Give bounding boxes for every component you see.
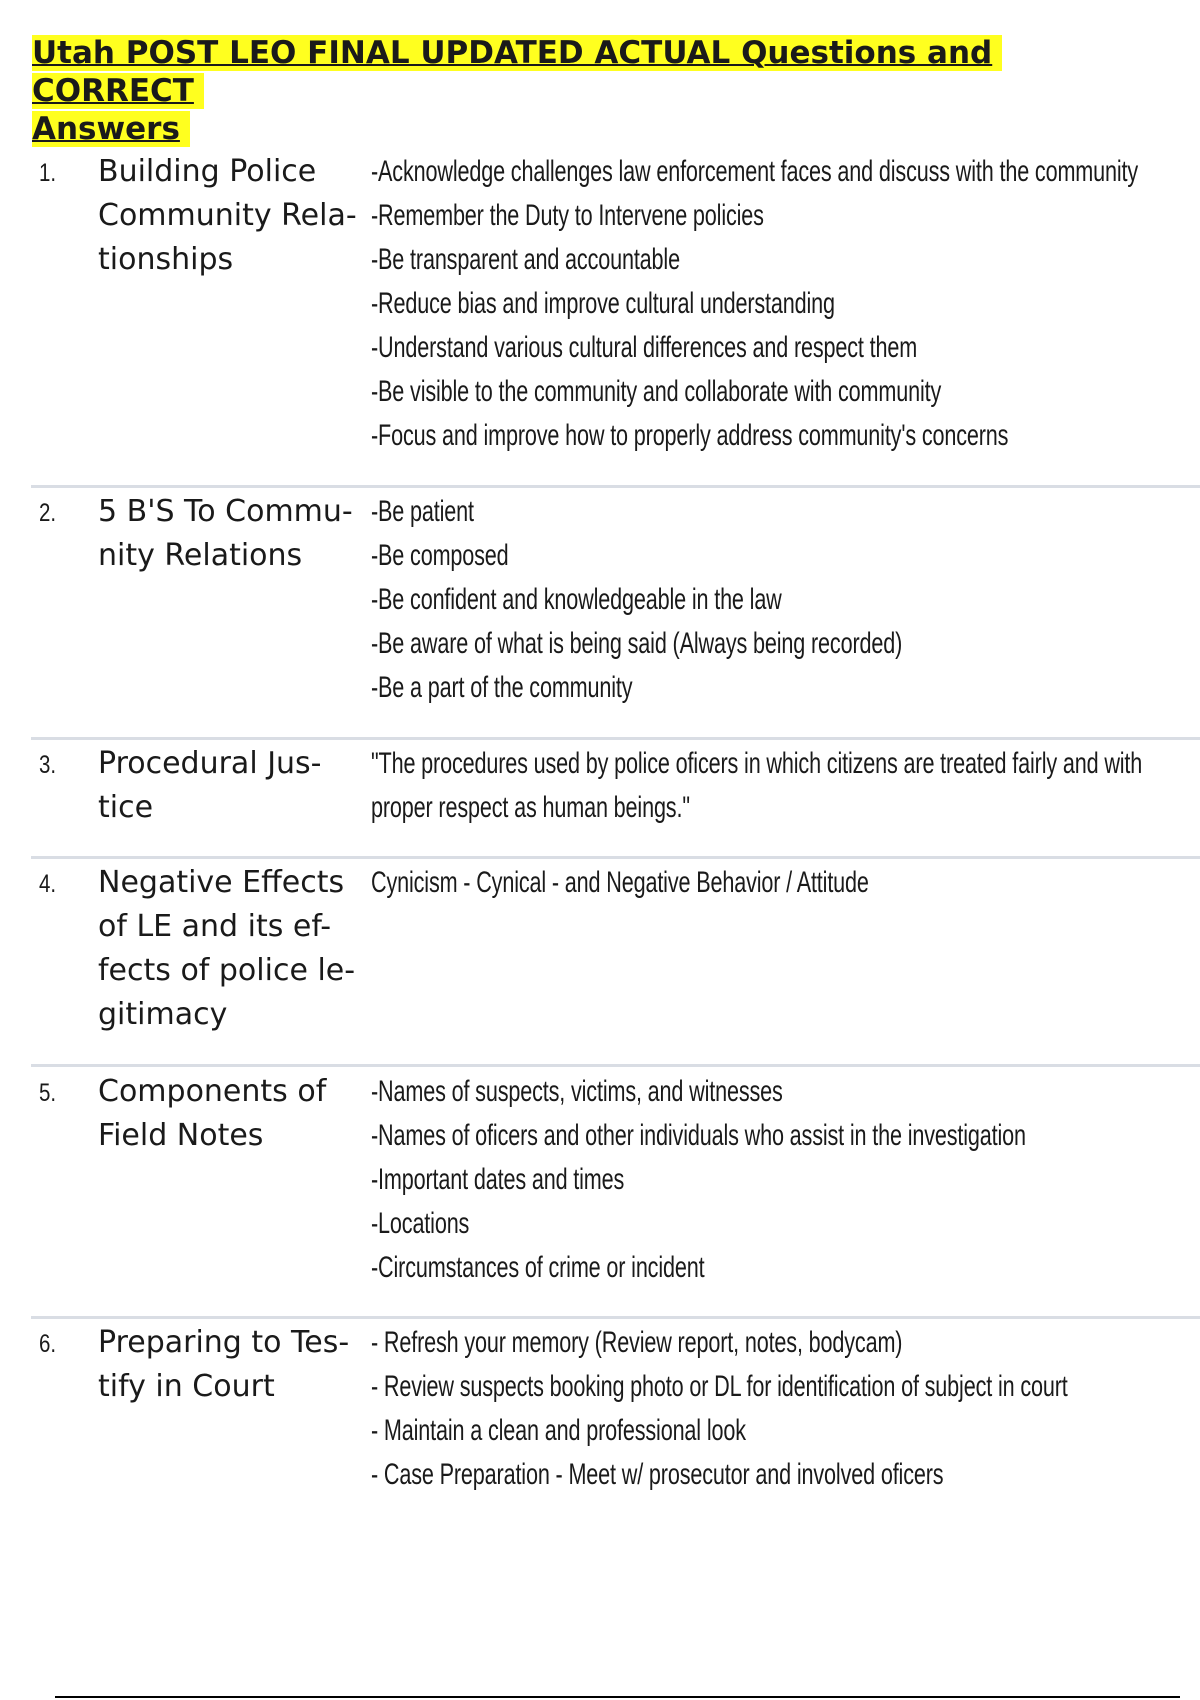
question-line: Procedural Jus- bbox=[98, 746, 322, 781]
question-line: Building Police bbox=[98, 154, 317, 189]
answer-definition bbox=[371, 861, 1200, 905]
question-line: tionships bbox=[98, 242, 234, 277]
row-divider bbox=[31, 1064, 1200, 1067]
question-line: Field Notes bbox=[98, 1118, 264, 1153]
item-number: 4. bbox=[39, 870, 57, 898]
question-line: gitimacy bbox=[98, 997, 228, 1032]
answer-line: - Refresh your memory (Review report, notes, bodycam) bbox=[371, 1326, 903, 1359]
row-divider bbox=[31, 737, 1200, 740]
question-term bbox=[98, 490, 353, 578]
answer-line: -Be aware of what is being said (Always being recorded) bbox=[371, 627, 903, 660]
question-line: of LE and its ef- bbox=[98, 909, 332, 944]
answer-line: - Review suspects booking photo or DL for identification of subject in court bbox=[371, 1370, 1068, 1403]
answer-line: -Be transparent and accountable bbox=[371, 243, 680, 276]
row-divider bbox=[31, 485, 1200, 488]
item-number: 3. bbox=[39, 751, 57, 779]
answer-line: -Understand various cultural differences and respect them bbox=[371, 331, 918, 364]
item-number: 6. bbox=[39, 1330, 57, 1358]
answer-line: -Important dates and times bbox=[371, 1163, 625, 1196]
question-line: 5 B'S To Commu- bbox=[98, 494, 353, 529]
question-line: Components of bbox=[98, 1074, 327, 1109]
question-term bbox=[98, 742, 353, 830]
page-footer-rule bbox=[55, 1696, 1180, 1698]
document-title bbox=[32, 34, 1152, 148]
question-line: fects of police le- bbox=[98, 953, 356, 988]
question-line: Preparing to Tes- bbox=[98, 1325, 350, 1360]
answer-line: -Focus and improve how to properly address community's concerns bbox=[371, 419, 1009, 452]
row-divider bbox=[31, 856, 1200, 859]
question-term bbox=[98, 1321, 353, 1409]
question-term bbox=[98, 1070, 353, 1158]
answer-line: - Maintain a clean and professional look bbox=[371, 1414, 746, 1447]
answer-line: "The procedures used by police oficers in which citizens are treated fairly and with bbox=[371, 747, 1143, 780]
question-term bbox=[98, 861, 356, 1037]
answer-line: - Case Preparation - Meet w/ prosecutor and involved oficers bbox=[371, 1458, 944, 1491]
answer-line: -Be patient bbox=[371, 495, 474, 528]
answer-line: -Circumstances of crime or incident bbox=[371, 1251, 705, 1284]
answer-line: -Remember the Duty to Intervene policies bbox=[371, 199, 764, 232]
item-number: 1. bbox=[39, 159, 57, 187]
answer-line: -Reduce bias and improve cultural understanding bbox=[371, 287, 835, 320]
answer-line: -Be composed bbox=[371, 539, 509, 572]
question-line: tice bbox=[98, 790, 154, 825]
question-line: Community Rela- bbox=[98, 198, 357, 233]
answer-line: proper respect as human beings." bbox=[371, 791, 690, 824]
question-line: Negative Effects bbox=[98, 865, 345, 900]
answer-line: -Be visible to the community and collaborate with community bbox=[371, 375, 942, 408]
question-line: tify in Court bbox=[98, 1369, 275, 1404]
answer-line: Cynicism - Cynical - and Negative Behavior / Attitude bbox=[371, 866, 869, 899]
question-line: nity Relations bbox=[98, 538, 303, 573]
document-title-line-2: Answers bbox=[32, 111, 190, 147]
item-number: 2. bbox=[39, 499, 57, 527]
row-divider bbox=[31, 1316, 1200, 1319]
answer-line: -Be confident and knowledgeable in the law bbox=[371, 583, 782, 616]
question-term bbox=[98, 150, 357, 282]
answer-line: -Names of oficers and other individuals who assist in the investigation bbox=[371, 1119, 1026, 1152]
answer-definition bbox=[371, 150, 1200, 458]
answer-definition bbox=[371, 742, 1200, 830]
answer-definition bbox=[371, 1321, 1200, 1497]
answer-line: -Be a part of the community bbox=[371, 671, 633, 704]
document-title-line-1: Utah POST LEO FINAL UPDATED ACTUAL Questions and CORRECT bbox=[32, 35, 1002, 109]
item-number: 5. bbox=[39, 1079, 57, 1107]
answer-line: -Locations bbox=[371, 1207, 470, 1240]
answer-line: -Names of suspects, victims, and witnesses bbox=[371, 1075, 783, 1108]
answer-definition bbox=[371, 1070, 1200, 1290]
answer-line: -Acknowledge challenges law enforcement faces and discuss with the community bbox=[371, 155, 1139, 188]
answer-definition bbox=[371, 490, 1200, 710]
